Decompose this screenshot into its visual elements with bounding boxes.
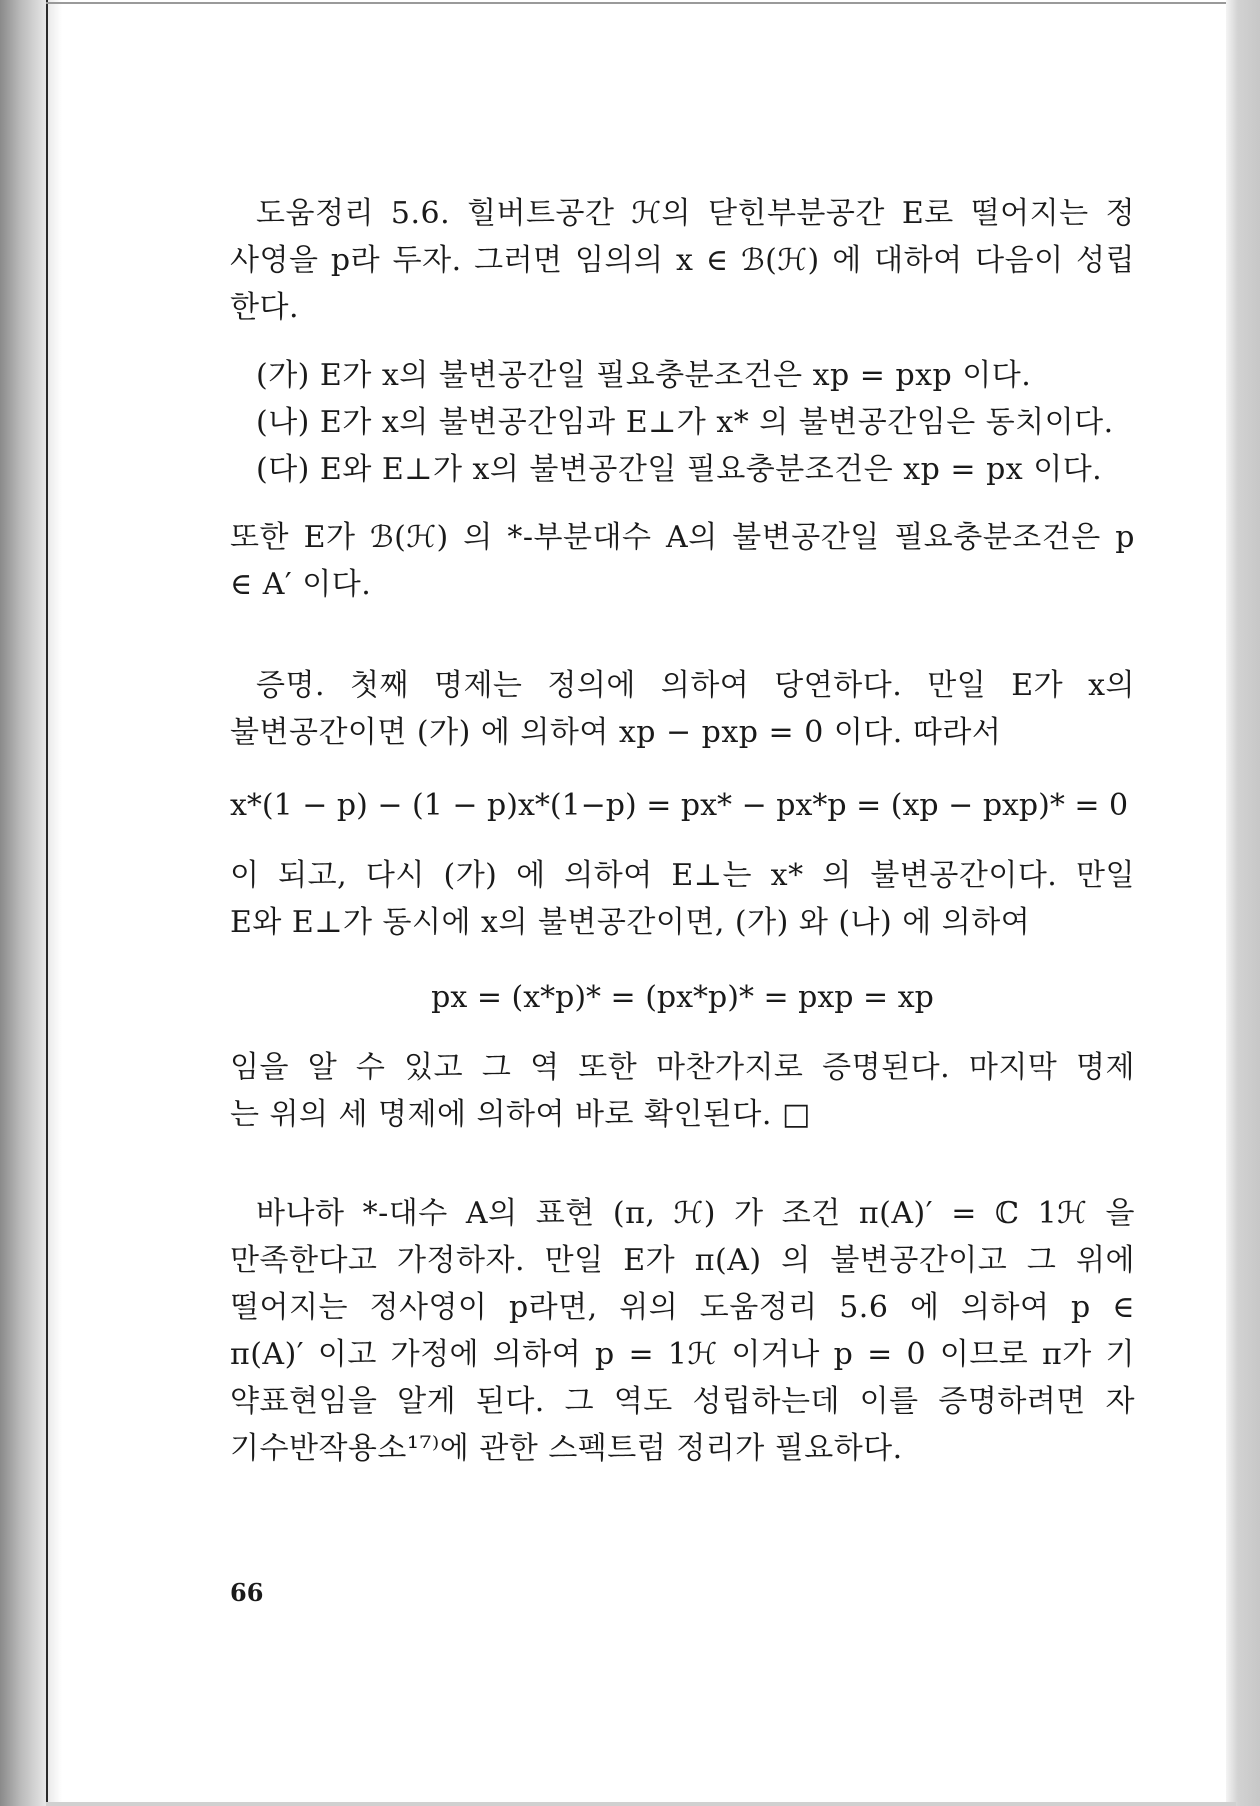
- proof-equation-1: x*(1 − p) − (1 − p)x*(1−p) = px* − px*p = (xp − pxp)* = 0: [230, 788, 1129, 823]
- paragraph-line-4: π(A)′ 이고 가정에 의하여 p = 1ℋ 이거나 p = 0 이므로 π가 기: [230, 1337, 1135, 1372]
- lemma-item-da: (다) E와 E⊥가 x의 불변공간일 필요충분조건은 xp = px 이다.: [256, 452, 1103, 487]
- lemma-item-ga: (가) E가 x의 불변공간일 필요충분조건은 xp = pxp 이다.: [256, 358, 1032, 393]
- proof-continued: [230, 852, 1135, 946]
- page-number: 66: [230, 1578, 264, 1607]
- page-left-shadow: [0, 0, 62, 1806]
- lemma-line-2: 사영을 p라 두자. 그러면 임의의 x ∈ ℬ(ℋ) 에 대하여 다음이 성립: [230, 243, 1135, 278]
- lemma-items: [230, 352, 1135, 493]
- lemma-closing: [230, 514, 1135, 608]
- page-left-edge: [46, 0, 48, 1806]
- paragraph-line-6: 기수반작용소¹⁷⁾에 관한 스펙트럼 정리가 필요하다.: [230, 1431, 903, 1466]
- closing-line-1: 또한 E가 ℬ(ℋ) 의 *-부분대수 A의 불변공간일 필요충분조건은 p: [230, 520, 1135, 555]
- proof-line-6: 는 위의 세 명제에 의하여 바로 확인된다. □: [230, 1097, 811, 1132]
- page-right-shadow: [1226, 0, 1260, 1806]
- proof-line-5: 임을 알 수 있고 그 역 또한 마찬가지로 증명된다. 마지막 명제: [230, 1050, 1135, 1085]
- lemma-block: [230, 190, 1135, 331]
- page-bottom-edge: [46, 1802, 1236, 1806]
- proof-line-4: E와 E⊥가 동시에 x의 불변공간이면, (가) 와 (나) 에 의하여: [230, 905, 1031, 940]
- paragraph-line-1: 바나하 *-대수 A의 표현 (π, ℋ) 가 조건 π(A)′ = ℂ 1ℋ 을: [256, 1196, 1135, 1231]
- paragraph-line-3: 떨어지는 정사영이 p라면, 위의 도움정리 5.6 에 의하여 p ∈: [230, 1290, 1135, 1325]
- proof-conclusion: [230, 1044, 1135, 1138]
- proof-equation-2: px = (x*p)* = (px*p)* = pxp = xp: [431, 980, 934, 1015]
- proof-block: [230, 662, 1135, 756]
- lemma-line-3: 한다.: [230, 290, 299, 325]
- paragraph-line-2: 만족한다고 가정하자. 만일 E가 π(A) 의 불변공간이고 그 위에: [230, 1243, 1135, 1278]
- lemma-item-na: (나) E가 x의 불변공간임과 E⊥가 x* 의 불변공간임은 동치이다.: [256, 405, 1114, 440]
- lemma-line-1: 도움정리 5.6. 힐버트공간 ℋ의 닫힌부분공간 E로 떨어지는 정: [256, 196, 1135, 231]
- proof-line-3: 이 되고, 다시 (가) 에 의하여 E⊥는 x* 의 불변공간이다. 만일: [230, 858, 1135, 893]
- proof-line-1: 증명. 첫째 명제는 정의에 의하여 당연하다. 만일 E가 x의: [256, 668, 1135, 703]
- page-top-edge: [46, 2, 1236, 4]
- paragraph-line-5: 약표현임을 알게 된다. 그 역도 성립하는데 이를 증명하려면 자: [230, 1384, 1135, 1419]
- closing-line-2: ∈ A′ 이다.: [230, 567, 372, 602]
- proof-line-2: 불변공간이면 (가) 에 의하여 xp − pxp = 0 이다. 따라서: [230, 715, 1002, 750]
- representation-paragraph: [230, 1190, 1135, 1472]
